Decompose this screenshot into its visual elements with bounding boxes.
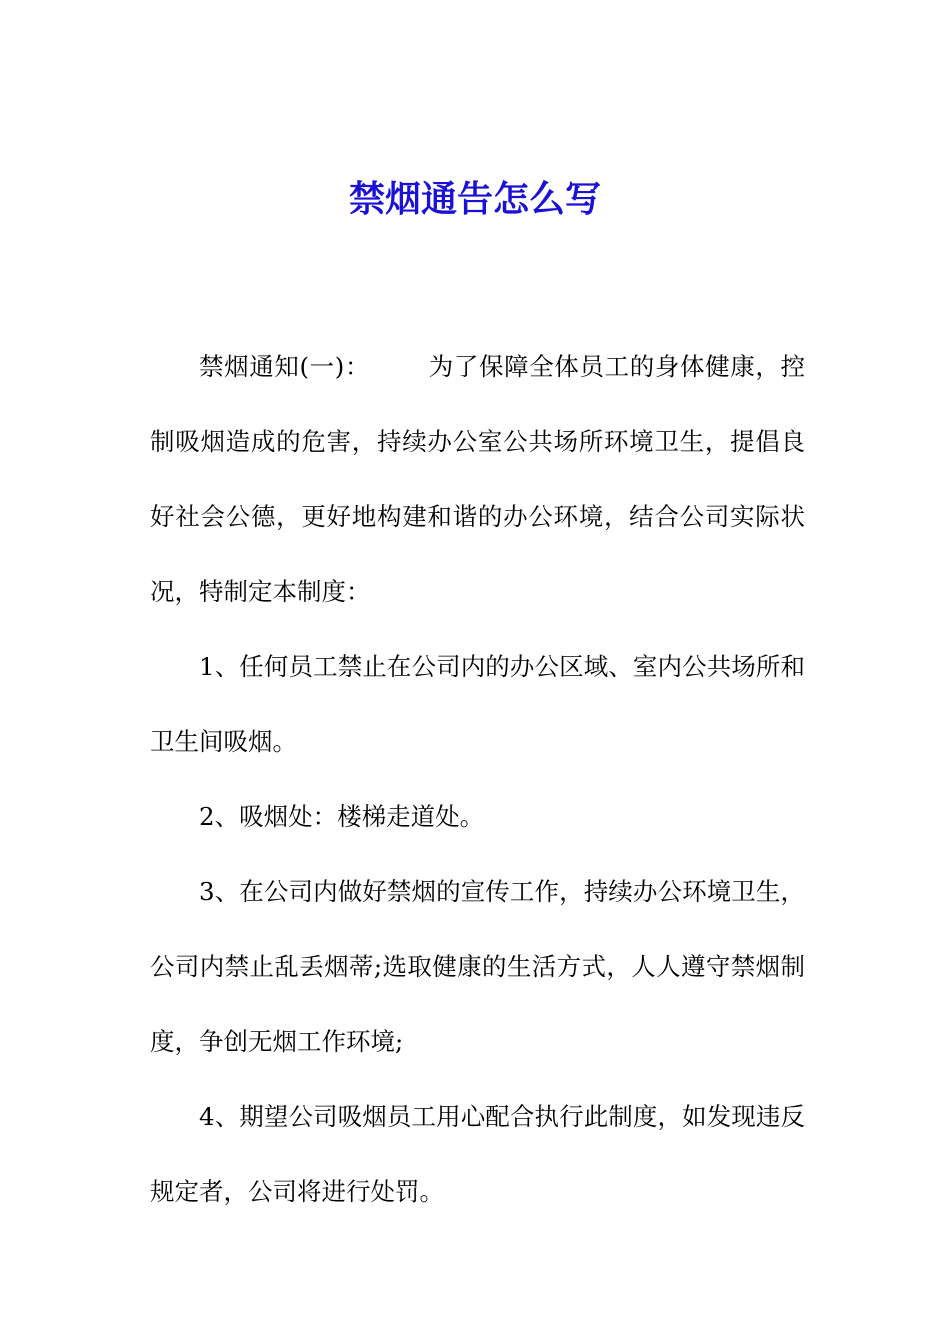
rule-item-4: 4、期望公司吸烟员工用心配合执行此制度，如发现违反规定者，公司将进行处罚。 <box>150 1102 805 1206</box>
rule-item-2: 2、吸烟处：楼梯走道处。 <box>199 802 485 831</box>
rule-item-1: 1、任何员工禁止在公司内的办公区域、室内公共场所和卫生间吸烟。 <box>150 652 805 756</box>
document-body <box>150 329 805 1229</box>
document-title: 禁烟通告怎么写 <box>348 179 601 220</box>
rule-item-3: 3、在公司内做好禁烟的宣传工作，持续办公环境卫生，公司内禁止乱丢烟蒂;选取健康的生活方式，人人遵守禁烟制度，争创无烟工作环境; <box>150 877 805 1056</box>
intro-text: 为了保障全体员工的身体健康，控制吸烟造成的危害，持续办公室公共场所环境卫生，提倡良好社会公德，更好地构建和谐的办公环境，结合公司实际状况，特制定本制度： <box>150 352 805 606</box>
intro-paragraph <box>150 329 805 629</box>
intro-label: 禁烟通知(一)： <box>199 352 371 381</box>
